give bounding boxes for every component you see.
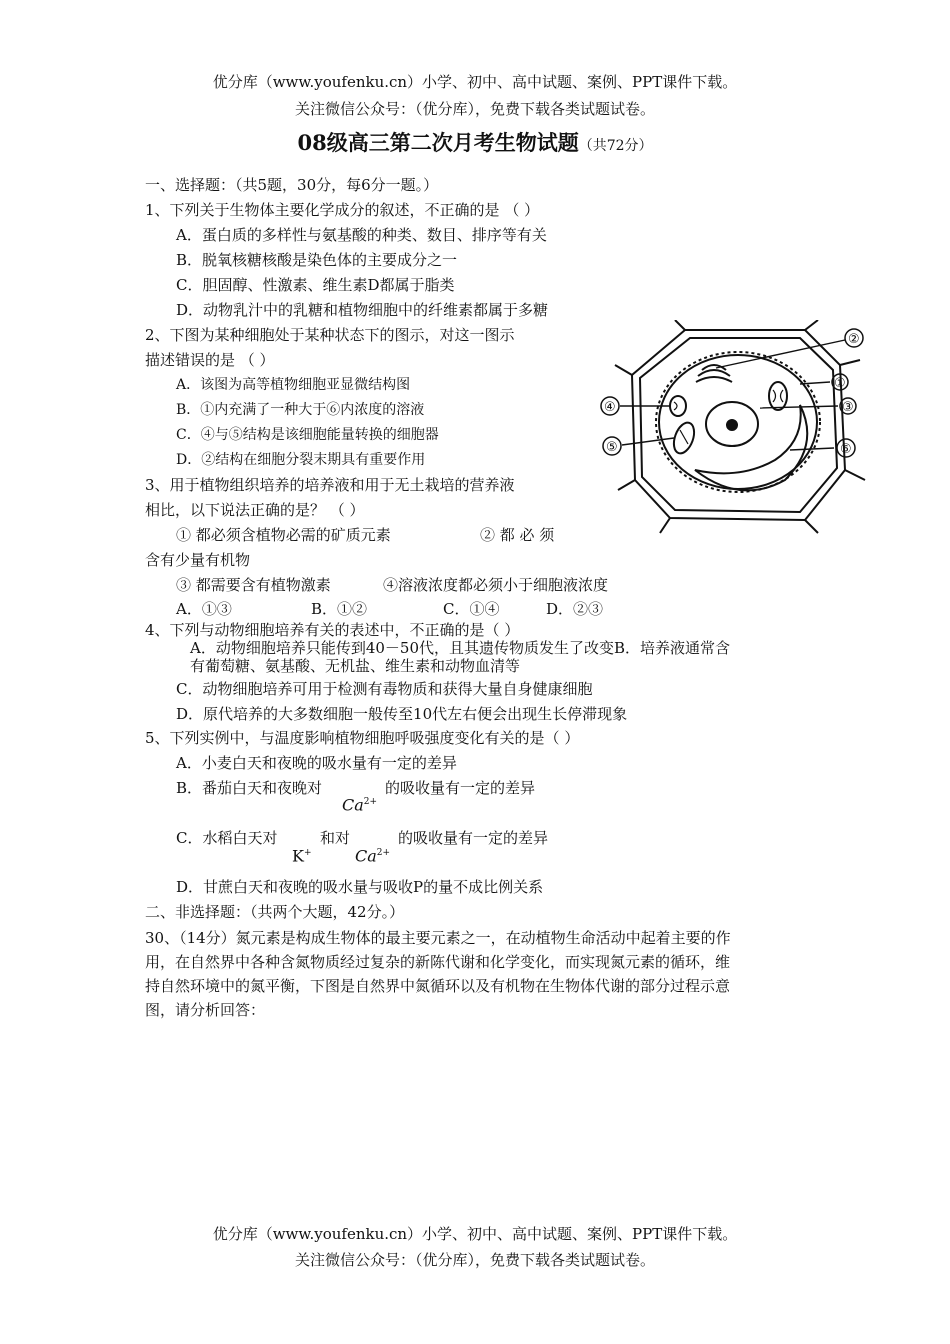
q30-line-4: 图，请分析回答： xyxy=(145,1001,266,1019)
q3-stem-line-1: 3、用于植物组织培养的培养液和用于无土栽培的营养液 xyxy=(145,476,515,494)
protoplast xyxy=(656,352,820,492)
q1-option-c: C．胆固醇、性激素、维生素D都属于脂类 xyxy=(176,276,455,294)
exam-title-text: 08级高三第二次月考生物试题 xyxy=(297,130,579,155)
header-line-2: 关注微信公众号：（优分库），免费下载各类试题试卷。 xyxy=(294,100,655,118)
q2-stem-line-2: 描述错误的是 （ ） xyxy=(145,351,275,369)
q1-option-b: B．脱氧核糖核酸是染色体的主要成分之一 xyxy=(176,251,458,269)
section-2-heading: 二、非选择题：（共两个大题，42分。） xyxy=(145,903,405,921)
footer-line-2: 关注微信公众号：（优分库），免费下载各类试题试卷。 xyxy=(294,1251,655,1269)
figure-label-5: ⑤ xyxy=(606,440,618,455)
chloroplast-1 xyxy=(769,382,787,410)
q3-answer-c: C．①④ xyxy=(443,600,500,618)
q3-answer-b: B．①② xyxy=(311,600,368,618)
q5-option-c-suffix: 的吸收量有一定的差异 xyxy=(398,829,549,847)
q5-option-b-suffix: 的吸收量有一定的差异 xyxy=(385,779,536,797)
q2-option-c: C．④与⑤结构是该细胞能量转换的细胞器 xyxy=(176,427,439,443)
nucleolus xyxy=(727,420,737,430)
q5-b-calcium-ion xyxy=(342,792,377,815)
footer-line-1: 优分库（www.youfenku.cn）小学、初中、高中试题、案例、PPT课件下载。 xyxy=(212,1225,738,1243)
q5-c-calcium-ion xyxy=(355,843,390,866)
q4-stem: 4、下列与动物细胞培养有关的表述中，不正确的是（ ） xyxy=(145,621,520,639)
plant-cell-diagram xyxy=(590,320,870,535)
ca-symbol: Ca xyxy=(342,795,364,815)
mitochondrion xyxy=(670,396,686,416)
q3-statement-2: ② 都 必 须 xyxy=(480,526,555,544)
q5-stem: 5、下列实例中，与温度影响植物细胞呼吸强度变化有关的是（ ） xyxy=(145,729,580,747)
figure-label-1: ① xyxy=(834,376,846,391)
figure-label-3: ③ xyxy=(842,400,854,415)
q3-answer-a: A．①③ xyxy=(176,600,232,618)
q1-option-a: A．蛋白质的多样性与氨基酸的种类、数目、排序等有关 xyxy=(176,226,547,244)
ca-charge-2: 2+ xyxy=(376,848,391,858)
k-charge: + xyxy=(303,848,312,858)
q4-option-c: C．动物细胞培养可用于检测有毒物质和获得大量自身健康细胞 xyxy=(176,680,593,698)
q1-stem: 1、下列关于生物体主要化学成分的叙述，不正确的是 （ ） xyxy=(145,201,540,219)
ca-symbol-2: Ca xyxy=(355,846,377,866)
q30-line-2: 用，在自然界中各种含氮物质经过复杂的新陈代谢和化学变化，而实现氮元素的循环，维 xyxy=(145,953,731,971)
exam-title xyxy=(0,130,950,156)
figure-label-2: ② xyxy=(848,332,860,347)
central-vacuole xyxy=(695,405,807,490)
q2-stem-line-1: 2、下图为某种细胞处于某种状态下的图示，对这一图示 xyxy=(145,326,515,344)
q2-option-d: D．②结构在细胞分裂末期具有重要作用 xyxy=(176,452,426,468)
q4-option-ab-line-2: 有葡萄糖、氨基酸、无机盐、维生素和动物血清等 xyxy=(190,657,521,675)
figure-label-6: ⑥ xyxy=(840,442,852,457)
q5-option-a: A．小麦白天和夜晚的吸水量有一定的差异 xyxy=(176,754,457,772)
header-line-1: 优分库（www.youfenku.cn）小学、初中、高中试题、案例、PPT课件下载。 xyxy=(212,73,738,91)
q3-statement-4: ④溶液浓度都必须小于细胞液浓度 xyxy=(383,576,609,594)
figure-label-4: ④ xyxy=(604,400,616,415)
q5-option-c-middle: 和对 xyxy=(320,829,351,847)
q5-option-c-prefix: C．水稻白天对 xyxy=(176,829,278,847)
q2-option-a: A．该图为高等植物细胞亚显微结构图 xyxy=(176,377,411,393)
ca-charge: 2+ xyxy=(363,797,378,807)
section-1-heading: 一、选择题：（共5题，30分，每6分一题。） xyxy=(145,176,439,194)
q4-option-d: D．原代培养的大多数细胞一般传至10代左右便会出现生长停滞现象 xyxy=(176,705,628,723)
q5-c-potassium-ion xyxy=(292,843,312,866)
q5-option-b-prefix: B．番茄白天和夜晚对 xyxy=(176,779,323,797)
q5-option-d: D．甘蔗白天和夜晚的吸水量与吸收P的量不成比例关系 xyxy=(176,878,544,896)
q3-statement-2-cont: 含有少量有机物 xyxy=(145,551,251,569)
q30-line-3: 持自然环境中的氮平衡，下图是自然界中氮循环以及有机物在生物体代谢的部分过程示意 xyxy=(145,977,731,995)
k-symbol: K xyxy=(292,846,304,866)
q30-line-1: 30、（14分）氮元素是构成生物体的最主要元素之一，在动植物生命活动中起着主要的作 xyxy=(145,929,731,947)
q2-option-b: B．①内充满了一种大于⑥内浓度的溶液 xyxy=(176,402,425,418)
q3-statement-1: ① 都必须含植物必需的矿质元素 xyxy=(176,526,391,544)
q1-option-d: D．动物乳汁中的乳糖和植物细胞中的纤维素都属于多糖 xyxy=(176,301,549,319)
q3-answer-d: D．②③ xyxy=(546,600,604,618)
exam-title-note: （共72分） xyxy=(578,138,653,154)
q4-option-ab-line-1: A．动物细胞培养只能传到40－50代，且其遗传物质发生了改变B．培养液通常含 xyxy=(190,639,731,657)
golgi-apparatus xyxy=(696,365,732,382)
q3-statement-3: ③ 都需要含有植物激素 xyxy=(176,576,331,594)
q3-stem-line-2: 相比，以下说法正确的是？ （ ） xyxy=(145,501,365,519)
